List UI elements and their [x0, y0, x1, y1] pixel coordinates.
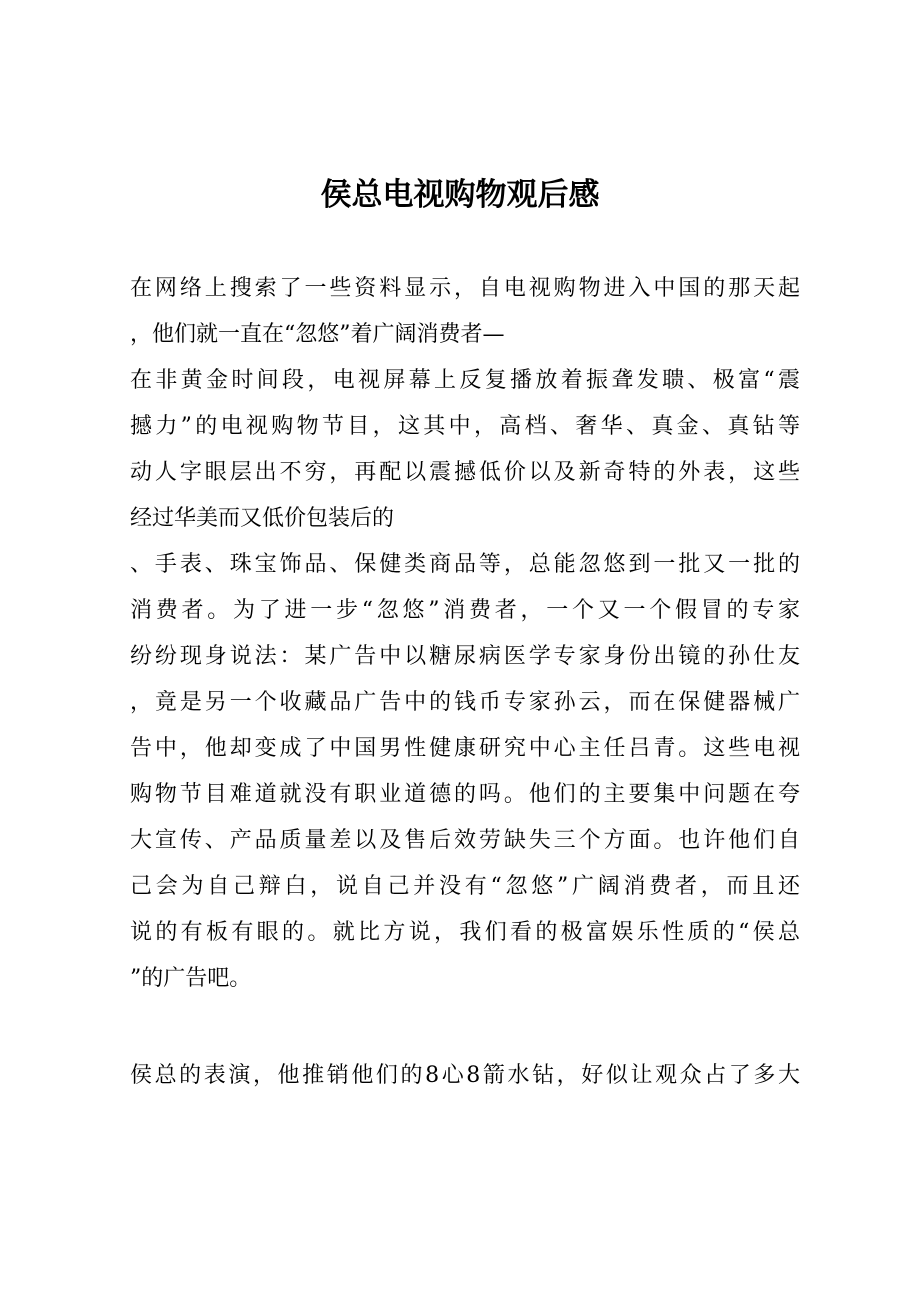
text-line: 告中，他却变成了中国男性健康研究中心主任吕青。这些电视	[130, 736, 800, 761]
text-line: 消费者。为了进一步“忽悠”消费者，一个又一个假冒的专家	[130, 598, 800, 623]
text-line: 购物节目难道就没有职业道德的吗。他们的主要集中问题在夸	[130, 782, 800, 807]
text-line: 在网络上搜索了一些资料显示，自电视购物进入中国的那天起	[130, 276, 800, 301]
text-line: 撼力”的电视购物节目，这其中，高档、奢华、真金、真钻等	[130, 414, 800, 439]
text-line: ”的广告吧。	[130, 966, 252, 991]
text-line: 在非黄金时间段，电视屏幕上反复播放着振聋发聩、极富“震	[130, 368, 800, 393]
text-line: 己会为自己辩白，说自己并没有“忽悠”广阔消费者，而且还	[130, 874, 800, 899]
text-line: ，他们就一直在“忽悠”着广阔消费者—	[130, 322, 505, 347]
document-title: 侯总电视购物观后感	[320, 177, 600, 213]
text-line: 经过华美而又低价包装后的	[130, 506, 395, 531]
text-line: 说的有板有眼的。就比方说，我们看的极富娱乐性质的“侯总	[130, 920, 800, 945]
text-line: 纷纷现身说法：某广告中以糖尿病医学专家身份出镜的孙仕友	[130, 644, 800, 669]
text-line: 动人字眼层出不穷，再配以震撼低价以及新奇特的外表，这些	[130, 460, 800, 485]
text-line: ，竟是另一个收藏品广告中的钱币专家孙云，而在保健器械广	[130, 690, 800, 715]
text-line: 、手表、珠宝饰品、保健类商品等，总能忽悠到一批又一批的	[130, 552, 800, 577]
text-line: 大宣传、产品质量差以及售后效劳缺失三个方面。也许他们自	[130, 828, 800, 853]
text-line: 侯总的表演，他推销他们的8心8箭水钻，好似让观众占了多大	[130, 1063, 800, 1088]
